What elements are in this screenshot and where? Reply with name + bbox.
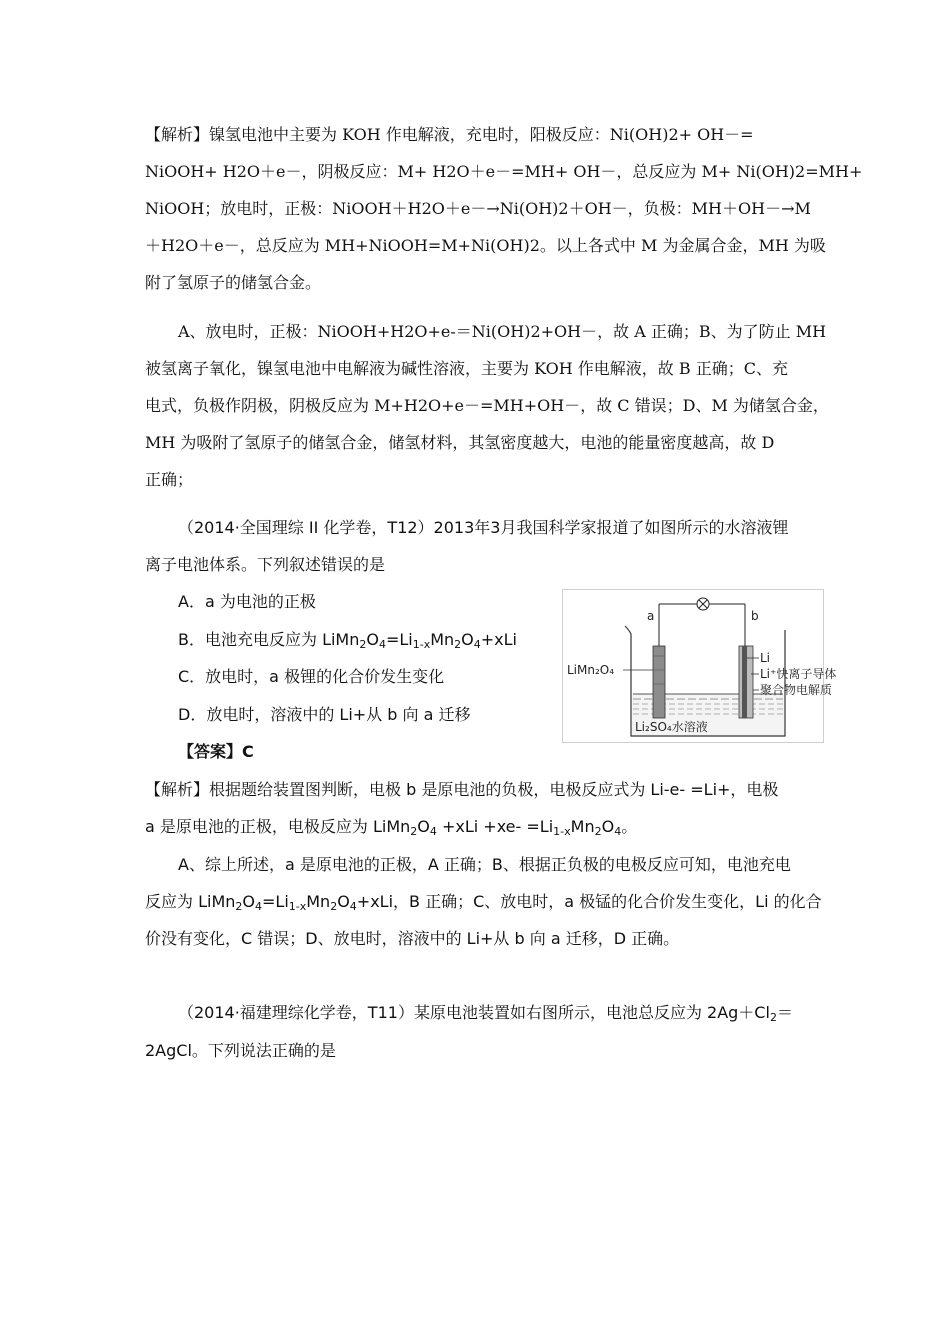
detail-line-2: 反应为 $LiMn_2O_4=Li_{1-x}Mn_2O_4+xLi$，B 正确；C、放电时，a 极锰的化合价发生变化，Li 的化合	[145, 892, 822, 913]
label-cathode: LiMn₂O₄	[567, 663, 615, 677]
question-2-line-2: 2AgCl。下列说法正确的是	[145, 1041, 336, 1060]
option-a: A．a 为电池的正极	[178, 592, 316, 611]
option-b: B．电池充电反应为 $LiMn_2O_4=Li_{1-x}Mn_2O_4+xLi$	[178, 630, 517, 651]
analysis-line-4: ＋H2O＋e－，总反应为 MH+NiOOH=M+Ni(OH)2。以上各式中 M 为金属合金，MH 为吸	[145, 236, 826, 255]
analysis-line-1: 【解析】镍氢电池中主要为 KOH 作电解液，充电时，阳极反应：Ni(OH)2+ OH－=	[145, 125, 754, 144]
option-c: C．放电时，a 极锂的化合价发生变化	[178, 667, 445, 686]
explain-line-5: 正确；	[145, 470, 194, 489]
question-1-line-2: 离子电池体系。下列叙述错误的是	[145, 555, 386, 574]
analysis-line-5: 附了氢原子的储氢合金。	[145, 273, 322, 292]
answer: 【答案】C	[178, 742, 254, 761]
question-1-line-1: （2014·全国理综 II 化学卷，T12）2013年3月我国科学家报道了如图所示的水溶液锂	[178, 518, 789, 537]
label-b: b	[751, 609, 759, 623]
detail-line-3: 价没有变化，C 错误；D、放电时，溶液中的 Li+从 b 向 a 迁移，D 正确。	[145, 929, 680, 948]
label-solution: Li₂SO₄水溶液	[635, 720, 708, 734]
explain-line-4: MH 为吸附了氢原子的储氢合金，储氢材料，其氢密度越大，电池的能量密度越高，故 D	[145, 433, 775, 452]
analysis-line-3: NiOOH；放电时，正极：NiOOH＋H2O＋e－→Ni(OH)2＋OH－，负极：MH＋OH－→M	[145, 199, 811, 218]
explain-line-1: A、放电时，正极：NiOOH+H2O+e-＝Ni(OH)2+OH－，故 A 正确；B、为了防止 MH	[178, 322, 827, 341]
question-2-line-1: （2014·福建理综化学卷，T11）某原电池装置如右图所示，电池总反应为 $2Ag+Cl_2=$	[178, 1003, 793, 1024]
explain-line-2: 被氢离子氧化，镍氢电池中电解液为碱性溶液，主要为 KOH 作电解液，故 B 正确；C、充	[145, 359, 788, 378]
label-polymer: 聚合物电解质	[760, 683, 833, 697]
label-conductor: Li⁺快离子导体	[760, 667, 837, 681]
battery-diagram	[562, 589, 837, 743]
option-d: D．放电时，溶液中的 Li+从 b 向 a 迁移	[178, 705, 471, 724]
label-li: Li	[760, 651, 771, 665]
explain-line-3: 电式，负极作阴极，阴极反应为 M+H2O+e－=MH+OH－，故 C 错误；D、M 为储氢合金，	[145, 396, 829, 415]
solution-line-1: 【解析】根据题给装置图判断，电极 b 是原电池的负极，电极反应式为 Li-e- =Li+，电极	[145, 780, 779, 799]
solution-line-2: a 是原电池的正极，电极反应为 $LiMn_2O_4 +xLi +xe- =Li_{1-x}Mn_2O_4$。	[145, 817, 638, 838]
label-a: a	[647, 609, 655, 623]
analysis-line-2: NiOOH+ H2O＋e－，阴极反应：M+ H2O＋e－=MH+ OH－，总反应为 M+ Ni(OH)2=MH+	[145, 162, 863, 181]
detail-line-1: A、综上所述，a 是原电池的正极，A 正确；B、根据正负极的电极反应可知，电池充电	[178, 855, 791, 874]
